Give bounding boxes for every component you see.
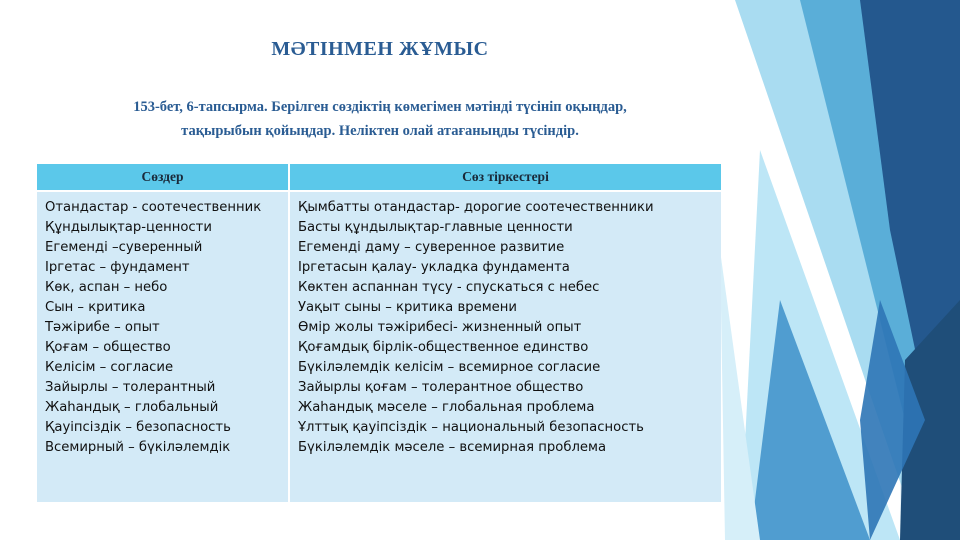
phrase-line: Өмір жолы тәжірибесі- жизненный опыт — [298, 320, 582, 335]
subtitle-line-1: 153-бет, 6-тапсырма. Берілген сөздіктің көмегімен мәтінді түсініп оқыңдар, — [133, 99, 627, 115]
phrase-line: Егеменді даму – суверенное развитие — [298, 240, 565, 255]
word-line: Іргетас – фундамент — [45, 260, 190, 275]
word-line: Всемирный – бүкіләлемдік — [45, 440, 231, 455]
word-line: Егеменді –суверенный — [45, 240, 203, 255]
words-cell — [37, 191, 289, 502]
phrase-line: Іргетасын қалау- укладка фундамента — [298, 260, 570, 275]
word-line: Құндылықтар-ценности — [45, 220, 212, 235]
vocabulary-table — [37, 164, 721, 502]
header-phrases: Сөз тіркестері — [289, 164, 721, 191]
phrase-line: Бүкіләлемдік келісім – всемирное согласие — [298, 360, 601, 375]
phrase-line: Қымбатты отандастар- дорогие соотечественники — [298, 200, 654, 215]
phrase-line: Қоғамдық бірлік-общественное единство — [298, 340, 589, 355]
phrase-line: Зайырлы қоғам – толерантное общество — [298, 380, 584, 395]
word-line: Зайырлы – толерантный — [45, 380, 216, 395]
slide-subtitle — [40, 95, 720, 143]
slide-title: МӘТІНМЕН ЖҰМЫС — [271, 38, 489, 60]
table-header-row — [37, 164, 721, 191]
table-row — [37, 191, 721, 502]
phrase-line: Ұлттық қауіпсіздік – национальный безопасность — [298, 420, 644, 435]
word-line: Қоғам – общество — [45, 340, 171, 355]
header-words: Сөздер — [37, 164, 289, 191]
phrase-line: Бүкіләлемдік мәселе – всемирная проблема — [298, 440, 607, 455]
phrase-line: Басты құндылықтар-главные ценности — [298, 220, 573, 235]
phrase-line: Жаһандық мәселе – глобальная проблема — [298, 400, 595, 415]
phrase-line: Уақыт сыны – критика времени — [298, 300, 517, 315]
word-line: Жаһандық – глобальный — [45, 400, 219, 415]
phrases-cell — [289, 191, 721, 502]
word-line: Келісім – согласие — [45, 360, 174, 375]
word-line: Отандастар - соотечественник — [45, 200, 262, 215]
word-line: Тәжірибе – опыт — [45, 320, 160, 335]
word-line: Сын – критика — [45, 300, 146, 315]
phrase-line: Көктен аспаннан түсу - спускаться с небес — [298, 280, 600, 295]
word-line: Қауіпсіздік – безопасность — [45, 420, 231, 435]
word-line: Көк, аспан – небо — [45, 280, 168, 295]
subtitle-line-2: тақырыбын қойыңдар. Неліктен олай атағаныңды түсіндір. — [181, 123, 579, 139]
